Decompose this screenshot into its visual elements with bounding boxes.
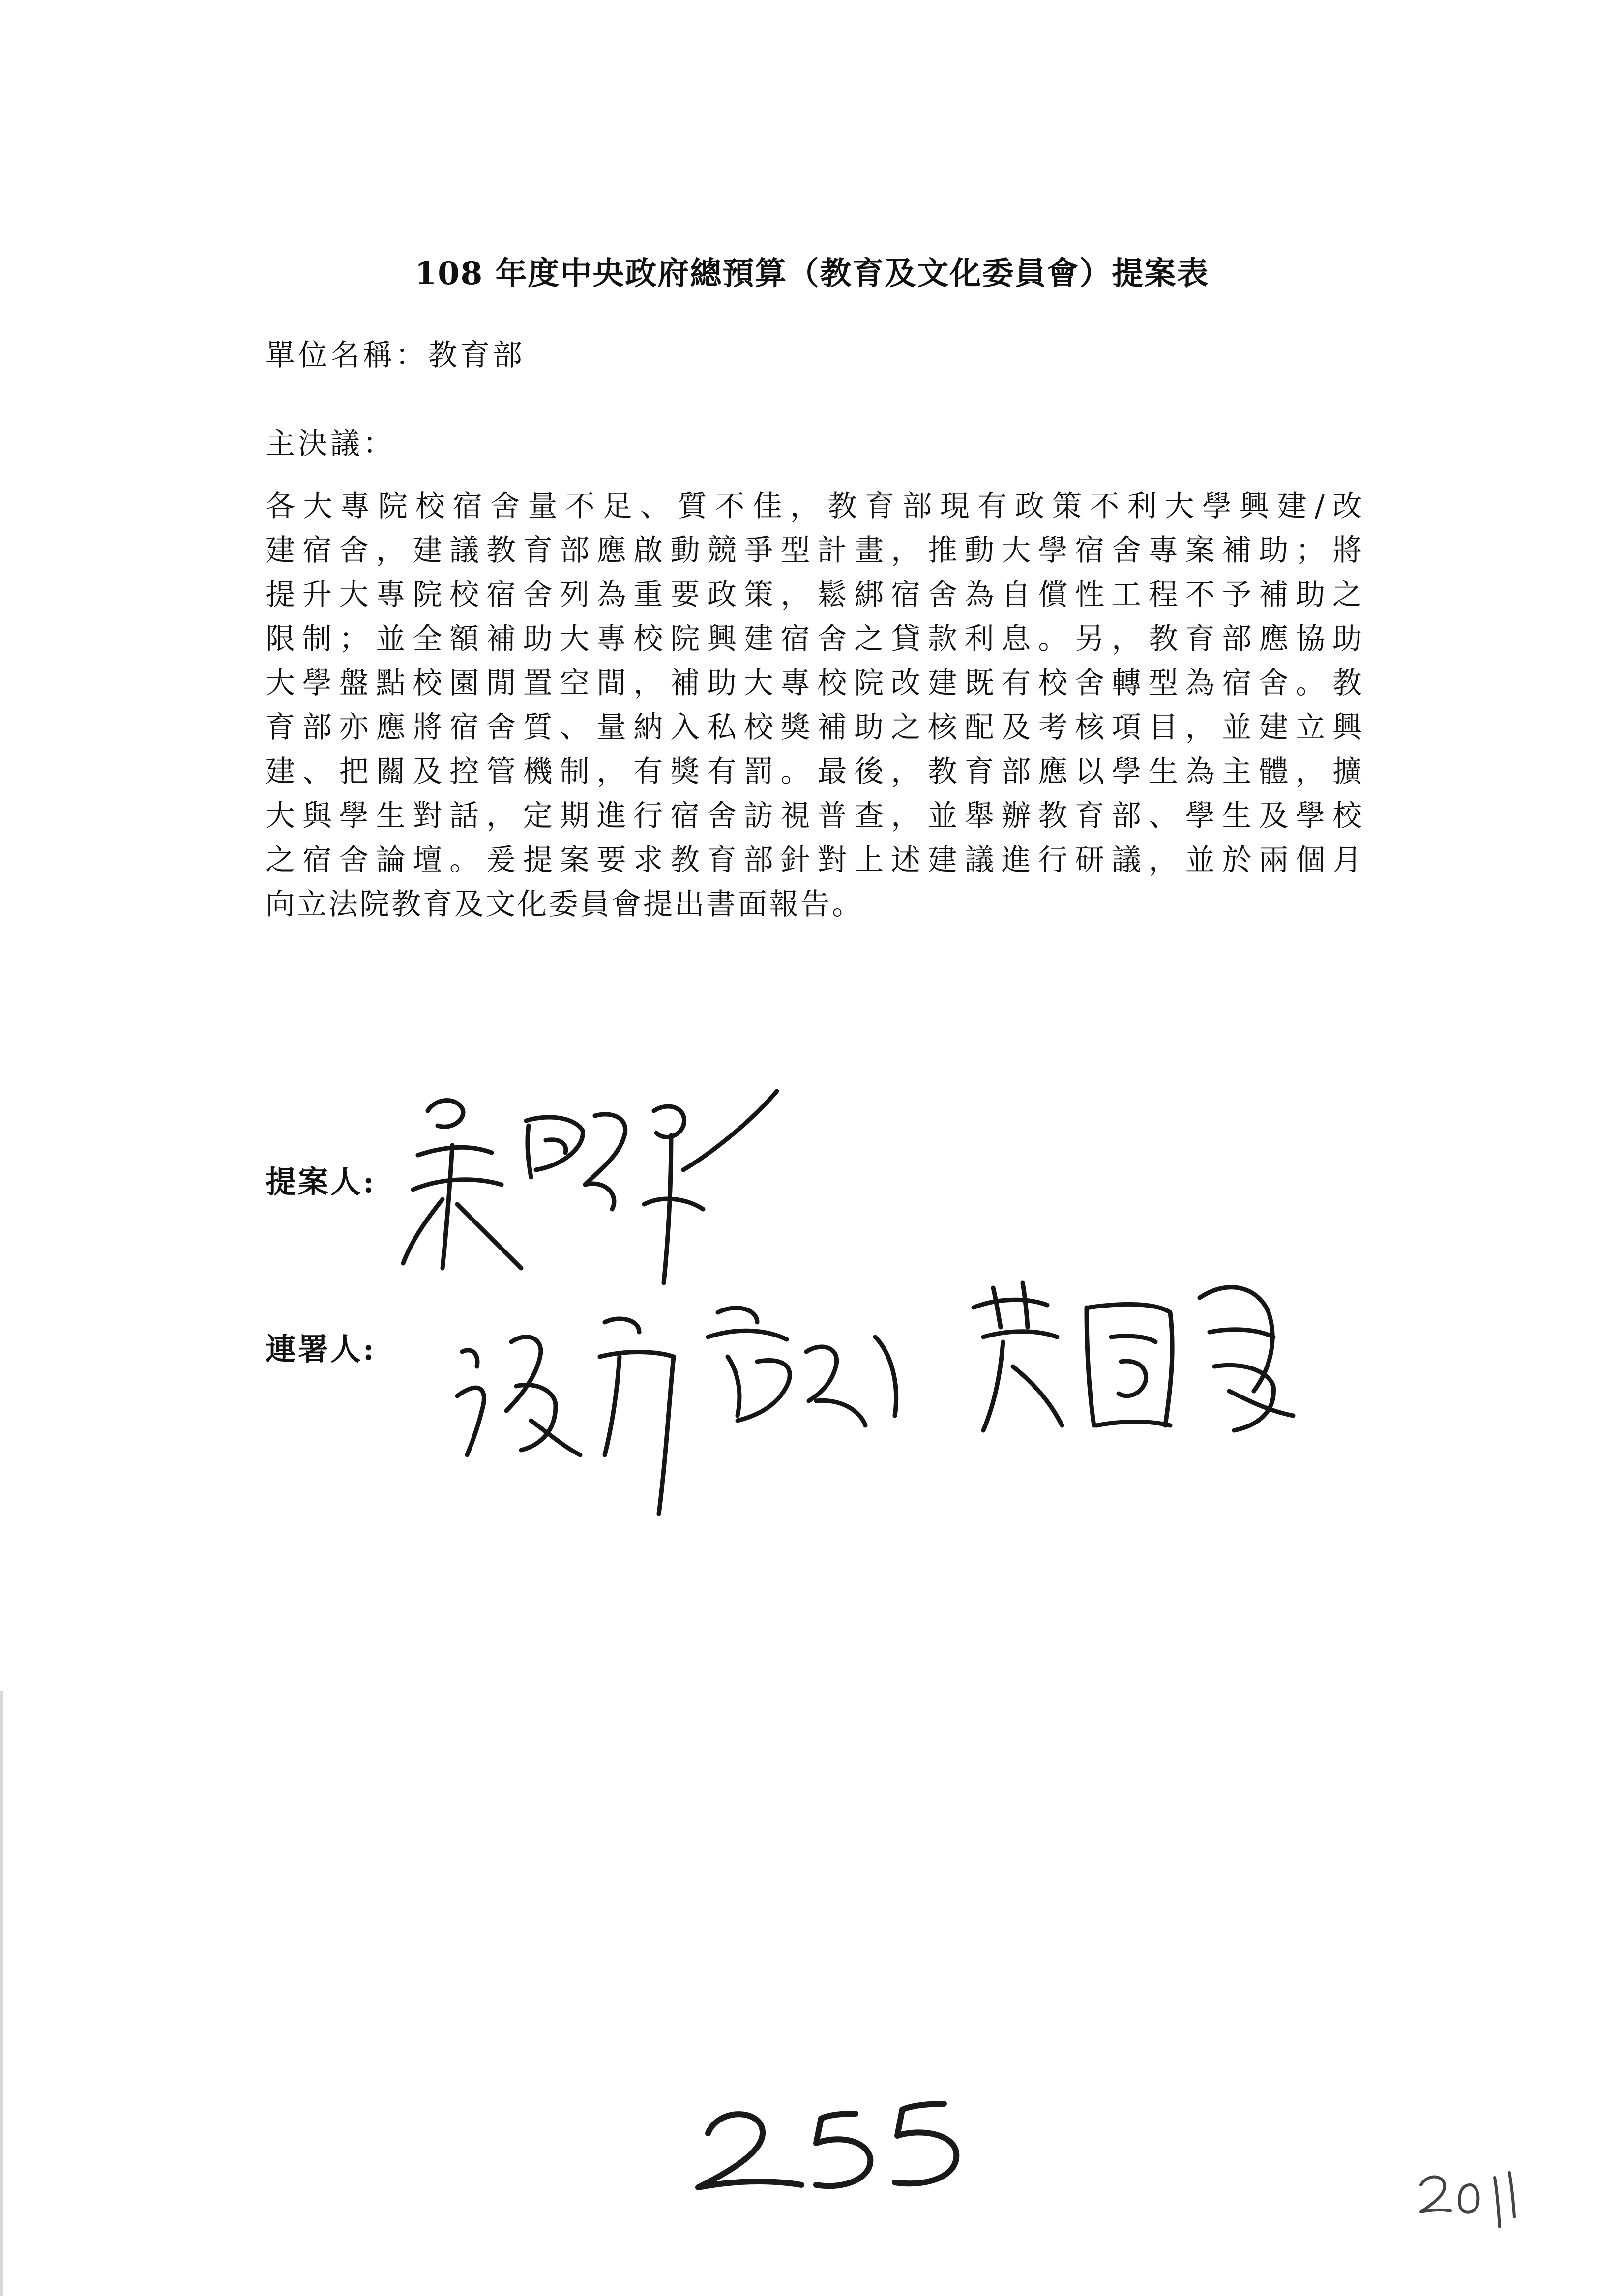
body-line: 育部亦應將宿舍質、量納入私校獎補助之核配及考核項目，並建立興 (266, 710, 1362, 745)
body-line: 各大專院校宿舍量不足、質不佳，教育部現有政策不利大學興建/改 (266, 489, 1362, 523)
body-line: 建宿舍，建議教育部應啟動競爭型計畫，推動大學宿舍專案補助；將 (266, 533, 1362, 568)
document-title: 108 年度中央政府總預算（教育及文化委員會）提案表 (414, 255, 1210, 292)
body-line: 提升大專院校宿舍列為重要政策，鬆綁宿舍為自償性工程不予補助之 (266, 578, 1362, 612)
resolution-body (266, 484, 1362, 927)
handwritten-aux-number (1411, 2158, 1529, 2232)
body-line: 向立法院教育及文化委員會提出書面報告。 (266, 887, 863, 922)
cosigner-label: 連署人: (266, 1331, 376, 1367)
scan-edge-line (0, 1691, 3, 2296)
body-line: 限制；並全額補助大專校院興建宿舍之貸款利息。另，教育部應協助 (266, 622, 1362, 656)
body-line: 之宿舍論壇。爰提案要求教育部針對上述建議進行研議，並於兩個月 (266, 843, 1362, 877)
proposer-label: 提案人: (266, 1164, 376, 1200)
body-line: 建、把關及控管機制，有獎有罰。最後，教育部應以學生為主體，擴 (266, 755, 1362, 789)
cosigner-signature (443, 1268, 944, 1543)
body-line: 大與學生對話，定期進行宿舍訪視普查，並舉辦教育部、學生及學校 (266, 799, 1362, 833)
unit-name-line: 單位名稱：教育部 (266, 338, 525, 373)
body-line: 大學盤點校園閒置空間，補助大專校院改建既有校舍轉型為宿舍。教 (266, 666, 1362, 700)
cosigner-signature (954, 1268, 1328, 1455)
handwritten-page-number (679, 2079, 974, 2197)
resolution-heading: 主決議： (266, 427, 395, 461)
